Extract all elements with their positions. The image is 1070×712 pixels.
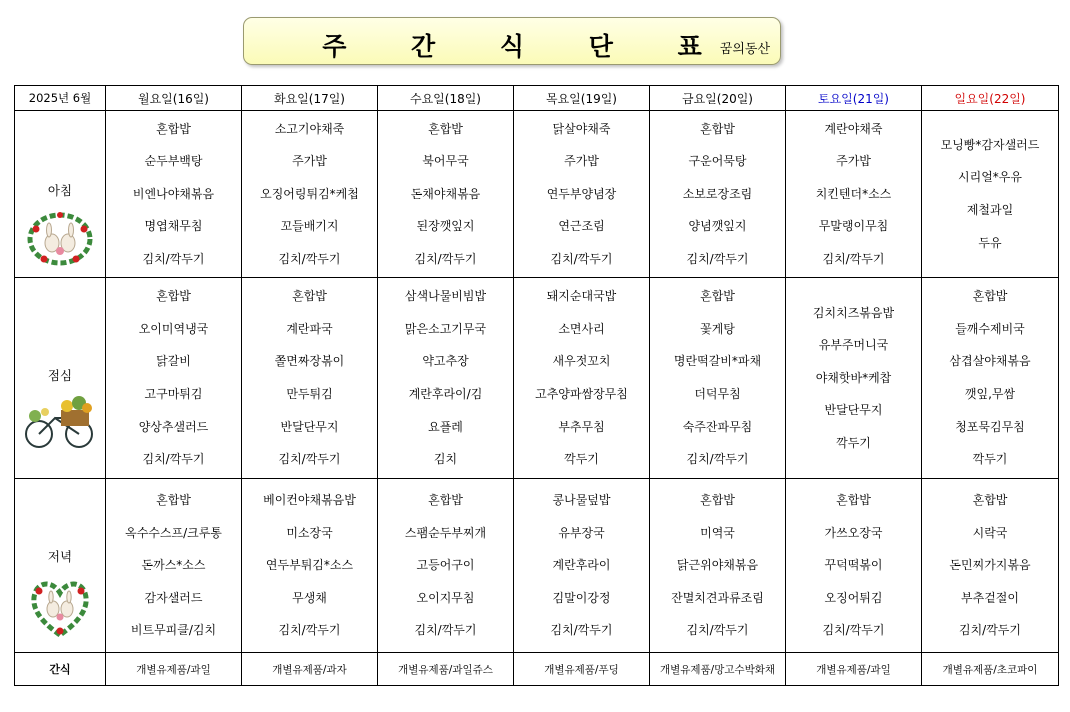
menu-cell	[242, 111, 378, 278]
breakfast-row	[15, 111, 1059, 278]
menu-item: 새우젓꼬치	[552, 354, 611, 369]
menu-item: 김치/깍두기	[958, 623, 1021, 638]
menu-cell	[786, 479, 922, 653]
menu-item: 비엔나야채볶음	[132, 186, 215, 201]
menu-item: 김치/깍두기	[142, 251, 205, 266]
menu-item: 오이지무침	[416, 590, 475, 605]
day-header-mon: 월요일(16일)	[106, 86, 242, 111]
menu-item: 반달단무지	[824, 403, 883, 418]
menu-item: 김치/깍두기	[142, 452, 205, 467]
menu-item: 김치치즈볶음밥	[812, 305, 895, 320]
menu-item: 베이컨야채볶음밥	[263, 493, 356, 508]
lunch-label-cell	[15, 278, 106, 479]
organization-name: 꿈의동산	[719, 42, 770, 57]
title-banner	[243, 17, 781, 65]
snack-cell: 개별유제품/과자	[242, 653, 378, 686]
menu-cell	[650, 278, 786, 479]
menu-item: 고등어구이	[416, 558, 475, 573]
menu-item: 김치/깍두기	[278, 452, 341, 467]
menu-item: 혼합밥	[972, 493, 1008, 508]
page-title: 주 간 식 단 표	[322, 32, 730, 61]
menu-item: 혼합밥	[700, 121, 735, 136]
menu-item: 소고기야채죽	[274, 121, 345, 136]
snack-cell: 개별유제품/초코파이	[922, 653, 1059, 686]
menu-item: 부추무침	[558, 419, 605, 434]
menu-item: 비트무피클/김치	[130, 623, 217, 638]
menu-cell	[106, 111, 242, 278]
menu-item: 소보로장조림	[682, 186, 753, 201]
menu-item: 주가밥	[564, 154, 599, 169]
menu-item: 된장깻잎지	[416, 219, 475, 234]
menu-cell	[922, 278, 1059, 479]
menu-item: 콩나물덮밥	[552, 493, 611, 508]
menu-item: 양상추샐러드	[138, 419, 209, 434]
menu-item: 야채핫바*케찹	[815, 370, 892, 385]
bunny-wreath-icon	[24, 207, 96, 269]
menu-item: 오이미역냉국	[138, 321, 209, 336]
menu-item: 약고추장	[422, 354, 469, 369]
menu-item: 혼합밥	[972, 289, 1008, 304]
menu-item: 감자샐러드	[144, 590, 203, 605]
menu-item: 김말이강정	[552, 590, 611, 605]
menu-item: 혼합밥	[156, 121, 191, 136]
menu-item: 두유	[978, 235, 1002, 250]
meal-label: 점심	[47, 368, 73, 383]
menu-item: 모닝빵*감자샐러드	[940, 137, 1040, 152]
menu-item: 꼬들배기지	[280, 219, 339, 234]
day-header-fri: 금요일(20일)	[650, 86, 786, 111]
menu-cell	[786, 278, 922, 479]
dinner-row	[15, 479, 1059, 653]
lunch-row	[15, 278, 1059, 479]
menu-item: 혼합밥	[836, 493, 871, 508]
menu-item: 무말랭이무침	[818, 219, 889, 234]
menu-item: 고추양파쌈장무침	[535, 387, 628, 401]
bunny-heart-wreath-icon	[27, 575, 93, 639]
menu-cell	[514, 111, 650, 278]
flower-bicycle-icon	[21, 388, 99, 450]
menu-item: 혼합밥	[428, 493, 463, 508]
menu-cell	[922, 111, 1059, 278]
menu-item: 혼합밥	[292, 289, 327, 304]
menu-item: 닭갈비	[156, 354, 191, 369]
menu-item: 계란후라이	[552, 558, 611, 573]
menu-item: 삼겹살야채볶음	[949, 354, 1031, 369]
menu-cell	[242, 479, 378, 653]
menu-item: 혼합밥	[156, 289, 191, 304]
menu-item: 무생채	[292, 590, 327, 605]
menu-item: 오징어링튀김*케첩	[260, 186, 359, 201]
menu-item: 깍두기	[972, 452, 1008, 467]
menu-item: 명란떡갈비*파채	[673, 354, 762, 369]
menu-cell	[106, 278, 242, 479]
menu-item: 명엽채무침	[144, 219, 203, 234]
menu-item: 김치/깍두기	[822, 251, 885, 266]
menu-item: 오징어튀김	[824, 590, 883, 605]
menu-cell	[106, 479, 242, 653]
menu-item: 돼지순대국밥	[546, 289, 617, 304]
menu-item: 김치/깍두기	[686, 623, 749, 638]
menu-item: 김치/깍두기	[686, 251, 749, 266]
menu-cell	[786, 111, 922, 278]
menu-item: 김치/깍두기	[822, 623, 885, 638]
breakfast-label-cell	[15, 111, 106, 278]
menu-item: 청포묵김무침	[955, 419, 1025, 434]
menu-item: 연두부양념장	[546, 186, 617, 201]
menu-cell	[650, 479, 786, 653]
snack-cell: 개별유제품/망고수박화채	[650, 653, 786, 686]
menu-item: 깻잎,무쌈	[964, 387, 1016, 401]
menu-item: 시락국	[972, 525, 1008, 540]
menu-cell	[514, 479, 650, 653]
menu-item: 김치	[433, 452, 458, 467]
menu-item: 부추겉절이	[961, 590, 1019, 605]
menu-item: 소면사리	[558, 321, 605, 336]
meal-label: 저녁	[47, 549, 73, 564]
day-header-sat: 토요일(21일)	[786, 86, 922, 111]
menu-item: 미소장국	[286, 525, 333, 540]
menu-item: 연두부튀김*소스	[265, 558, 354, 573]
snack-cell: 개별유제품/과일	[786, 653, 922, 686]
menu-item: 맑은소고기무국	[404, 321, 487, 336]
month-header: 2025년 6월	[15, 86, 106, 111]
menu-item: 순두부백탕	[144, 154, 203, 169]
meal-label: 아침	[47, 183, 73, 198]
menu-cell	[650, 111, 786, 278]
menu-item: 혼합밥	[700, 493, 735, 508]
day-header-sun: 일요일(22일)	[922, 86, 1059, 111]
menu-cell	[378, 278, 514, 479]
menu-item: 요플레	[428, 419, 463, 434]
menu-item: 돈까스*소스	[141, 558, 206, 573]
weekly-menu-table	[14, 85, 1059, 686]
menu-item: 구운어묵탕	[688, 154, 747, 169]
menu-item: 깍두기	[564, 452, 599, 467]
menu-item: 치킨텐더*소스	[815, 186, 892, 201]
menu-item: 꽃게탕	[700, 321, 735, 336]
menu-item: 계란후라이/김	[408, 387, 483, 401]
menu-item: 돈채야채볶음	[410, 186, 481, 201]
menu-item: 숙주잔파무침	[682, 419, 753, 434]
menu-item: 김치/깍두기	[278, 623, 341, 638]
menu-item: 반달단무지	[280, 419, 339, 434]
menu-item: 미역국	[700, 525, 735, 540]
menu-item: 가쓰오장국	[824, 525, 883, 540]
menu-item: 주가밥	[836, 154, 871, 169]
dinner-label-cell	[15, 479, 106, 653]
menu-item: 돈민찌가지볶음	[949, 558, 1031, 573]
menu-cell	[378, 111, 514, 278]
snack-label: 간식	[15, 653, 106, 686]
menu-item: 혼합밥	[700, 289, 735, 304]
snack-row	[15, 653, 1059, 686]
menu-cell	[242, 278, 378, 479]
menu-item: 닭근위야채볶음	[676, 558, 759, 573]
menu-item: 제철과일	[966, 203, 1014, 217]
menu-item: 김치/깍두기	[278, 251, 341, 266]
menu-item: 더덕무침	[694, 387, 741, 401]
menu-item: 만두튀김	[286, 387, 333, 401]
menu-item: 닭살야채죽	[552, 121, 611, 136]
menu-item: 유부주머니국	[818, 338, 889, 353]
menu-item: 계란야채죽	[824, 121, 883, 136]
snack-cell: 개별유제품/푸딩	[514, 653, 650, 686]
menu-item: 북어무국	[422, 154, 469, 169]
menu-item: 잔멸치견과류조림	[671, 590, 764, 605]
menu-item: 김치/깍두기	[686, 452, 749, 467]
menu-item: 유부장국	[558, 525, 605, 540]
menu-item: 시리얼*우유	[958, 170, 1022, 185]
menu-item: 혼합밥	[156, 493, 191, 508]
menu-item: 김치/깍두기	[414, 251, 477, 266]
menu-item: 김치/깍두기	[414, 623, 477, 638]
menu-item: 김치/깍두기	[550, 623, 613, 638]
snack-cell: 개별유제품/과일쥬스	[378, 653, 514, 686]
day-header-wed: 수요일(18일)	[378, 86, 514, 111]
menu-item: 주가밥	[292, 154, 327, 169]
menu-item: 계란파국	[286, 321, 333, 336]
menu-item: 들깨수제비국	[955, 321, 1025, 336]
snack-cell: 개별유제품/과일	[106, 653, 242, 686]
menu-cell	[378, 479, 514, 653]
menu-item: 양념깻잎지	[688, 219, 747, 234]
menu-cell	[514, 278, 650, 479]
menu-item: 쫄면짜장볶이	[274, 354, 345, 369]
header-row	[15, 86, 1059, 111]
menu-item: 혼합밥	[428, 121, 463, 136]
menu-item: 연근조림	[558, 219, 605, 234]
menu-item: 옥수수스프/크루통	[125, 525, 222, 540]
menu-item: 삼색나물비빔밥	[404, 289, 487, 304]
day-header-thu: 목요일(19일)	[514, 86, 650, 111]
day-header-tue: 화요일(17일)	[242, 86, 378, 111]
menu-item: 꾸덕떡볶이	[824, 558, 883, 573]
menu-item: 깍두기	[836, 435, 871, 450]
menu-item: 김치/깍두기	[550, 251, 613, 266]
menu-item: 고구마튀김	[144, 387, 203, 401]
menu-item: 스팸순두부찌개	[404, 525, 487, 540]
menu-cell	[922, 479, 1059, 653]
